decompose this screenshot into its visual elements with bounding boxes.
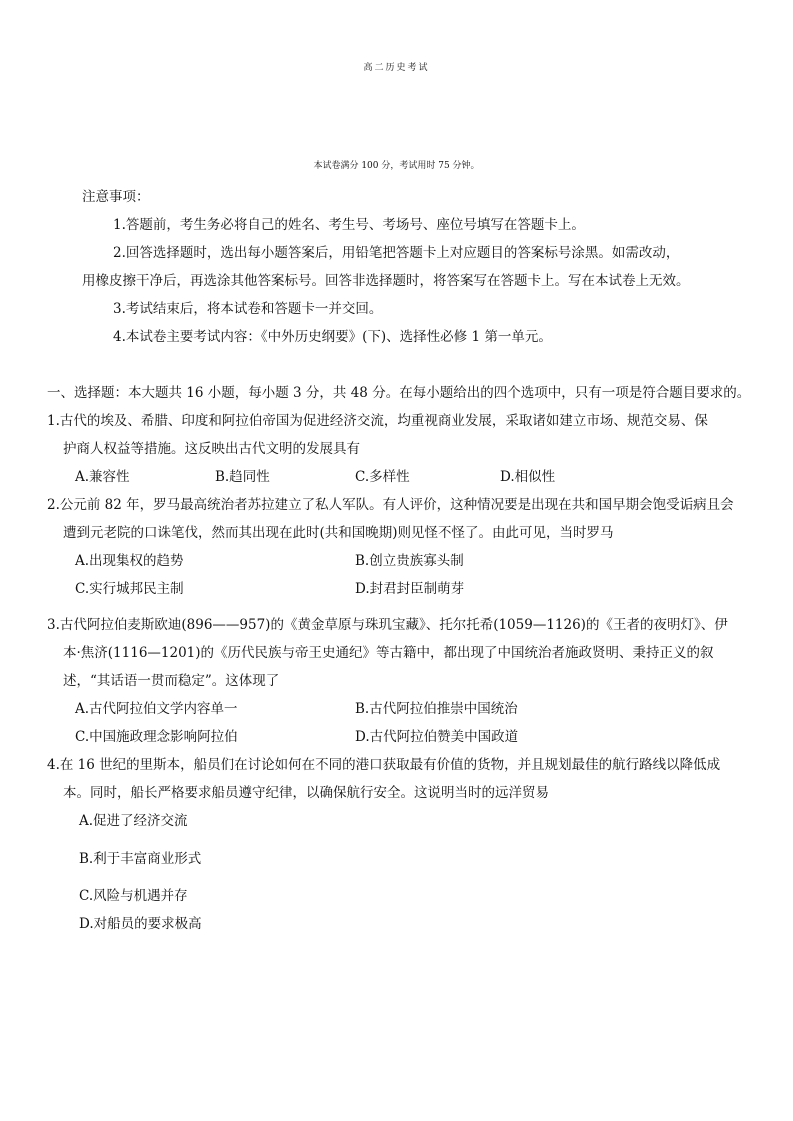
- question-3-option-b: B.古代阿拉伯推崇中国统治: [355, 701, 518, 717]
- question-4-option-a: A.促进了经济交流: [79, 813, 188, 829]
- question-3-line-2: 本·焦济(1116—1201)的《历代民族与帝王史通纪》等古籍中，都出现了中国统治者施政贤明、秉持正义的叙: [63, 645, 714, 661]
- question-1-option-c: C.多样性: [355, 469, 410, 485]
- question-1-option-d: D.相似性: [500, 469, 556, 485]
- question-1-option-a: A.兼容性: [75, 469, 130, 485]
- notice-item-4: 4.本试卷主要考试内容：《中外历史纲要》(下)、选择性必修 1 第一单元。: [113, 329, 552, 345]
- notice-item-1: 1.答题前，考生务必将自己的姓名、考生号、考场号、座位号填写在答题卡上。: [113, 217, 585, 233]
- question-3-option-a: A.古代阿拉伯文学内容单一: [75, 701, 238, 717]
- question-3-option-d: D.古代阿拉伯赞美中国政道: [355, 729, 519, 745]
- notice-item-2-line-1: 2.回答选择题时，选出每小题答案后，用铅笔把答题卡上对应题目的答案标号涂黑。如需改动，: [113, 245, 680, 261]
- question-2-line-2: 遭到元老院的口诛笔伐，然而其出现在此时(共和国晚期)则见怪不怪了。由此可见，当时罗马: [63, 525, 614, 541]
- question-2-option-b: B.创立贵族寡头制: [355, 553, 464, 569]
- notice-item-3: 3.考试结束后，将本试卷和答题卡一并交回。: [113, 301, 383, 317]
- question-1-line-2: 护商人权益等措施。这反映出古代文明的发展具有: [63, 441, 360, 457]
- notice-item-2-line-2: 用橡皮擦干净后，再选涂其他答案标号。回答非选择题时，将答案写在答题卡上。写在本试卷上无效。: [82, 273, 690, 289]
- question-4-option-d: D.对船员的要求极高: [79, 916, 202, 932]
- question-4-line-2: 本。同时，船长严格要求船员遵守纪律，以确保航行安全。这说明当时的远洋贸易: [63, 785, 549, 801]
- question-4-option-b: B.利于丰富商业形式: [79, 851, 202, 867]
- question-3-line-3: 述，“其话语一贯而稳定”。这体现了: [63, 673, 280, 689]
- question-4-option-c: C.风险与机遇并存: [79, 888, 188, 904]
- exam-subtitle: 本试卷满分 100 分，考试用时 75 分钟。: [313, 161, 480, 171]
- question-2-line-1: 2.公元前 82 年，罗马最高统治者苏拉建立了私人军队。有人评价，这种情况要是出现在共和国早期会饱受诟病且会: [47, 497, 734, 513]
- question-3-line-1: 3.古代阿拉伯麦斯欧迪(896——957)的《黄金草原与珠玑宝藏》、托尔托希(1059—1126)的《王者的夜明灯》、伊: [47, 617, 728, 633]
- question-2-option-c: C.实行城邦民主制: [75, 581, 184, 597]
- section-heading: 一、选择题：本大题共 16 小题，每小题 3 分，共 48 分。在每小题给出的四个选项中，只有一项是符合题目要求的。: [47, 385, 751, 401]
- question-4-line-1: 4.在 16 世纪的里斯本，船员们在讨论如何在不同的港口获取最有价值的货物，并且规划最佳的航行路线以降低成: [47, 757, 721, 773]
- question-2-option-a: A.出现集权的趋势: [75, 553, 184, 569]
- question-2-option-d: D.封君封臣制萌芽: [355, 581, 465, 597]
- question-1-option-b: B.趋同性: [215, 469, 270, 485]
- notice-heading: 注意事项：: [82, 189, 150, 205]
- question-3-option-c: C.中国施政理念影响阿拉伯: [75, 729, 238, 745]
- question-1-line-1: 1.古代的埃及、希腊、印度和阿拉伯帝国为促进经济交流，均重视商业发展，采取诸如建立市场、规范交易、保: [47, 413, 708, 429]
- exam-title: 高二历史考试: [363, 63, 430, 73]
